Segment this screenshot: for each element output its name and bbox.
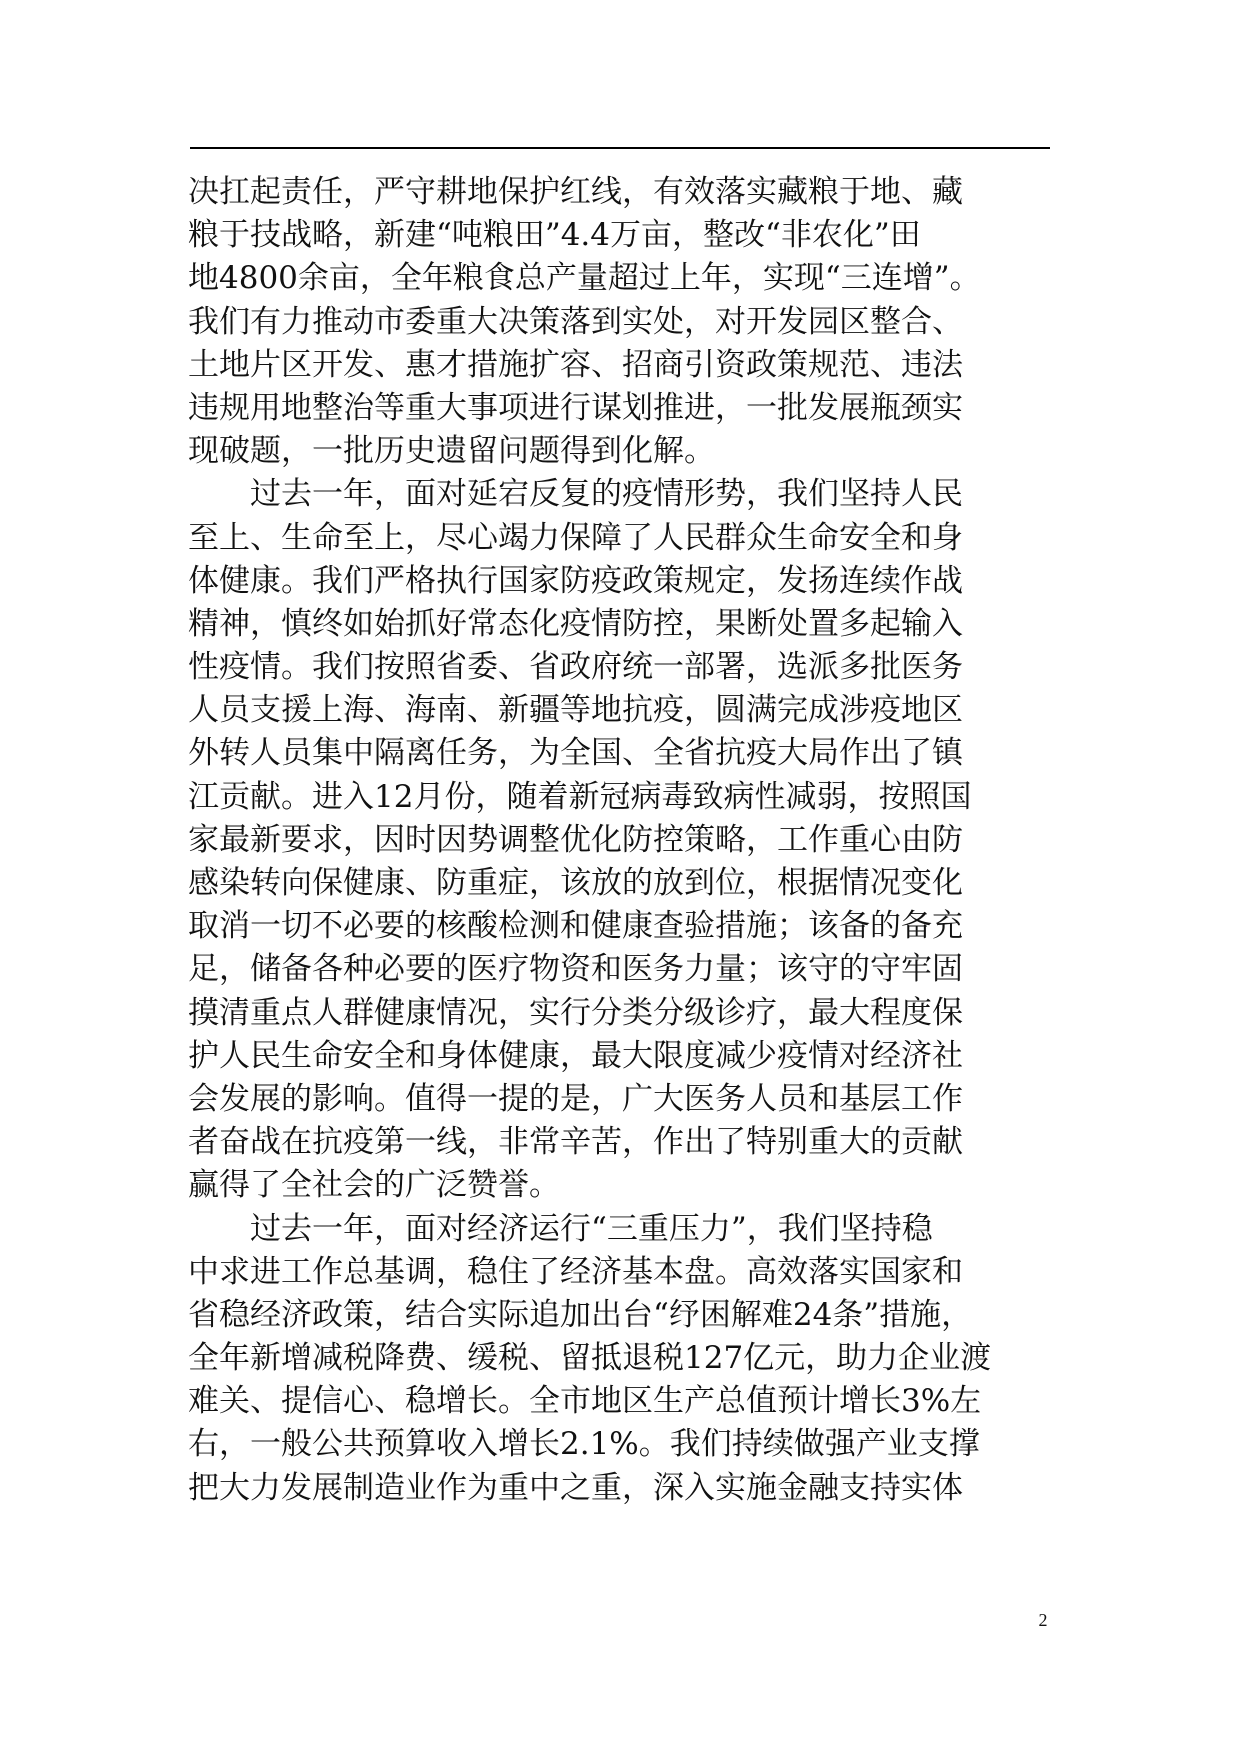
- paragraph-start-line: 过去一年，面对经济运行“三重压力”，我们坚持稳: [188, 1210, 933, 1247]
- text-line: 中求进工作总基调，稳住了经济基本盘。高效落实国家和: [188, 1253, 963, 1290]
- text-line: 违规用地整治等重大事项进行谋划推进，一批发展瓶颈实: [188, 389, 963, 426]
- text-line: 赢得了全社会的广泛赞誉。: [188, 1167, 560, 1204]
- text-line: 决扛起责任，严守耕地保护红线，有效落实藏粮于地、藏: [188, 174, 963, 210]
- text-line: 土地片区开发、惠才措施扩容、招商引资政策规范、违法: [188, 346, 963, 383]
- text-line: 足，储备各种必要的医疗物资和医务力量；该守的守牢固: [188, 951, 963, 988]
- text-line: 家最新要求，因时因势调整优化防控策略，工作重心由防: [188, 821, 963, 858]
- paragraph-start-line: 过去一年，面对延宕反复的疫情形势，我们坚持人民: [188, 476, 963, 513]
- text-line: 者奋战在抗疫第一线，非常辛苦，作出了特别重大的贡献: [188, 1124, 963, 1161]
- text-line: 取消一切不必要的核酸检测和健康查验措施；该备的备充: [188, 908, 963, 945]
- text-line: 精神，慎终如始抓好常态化疫情防控，果断处置多起输入: [188, 605, 963, 642]
- text-line: 地4800余亩，全年粮食总产量超过上年，实现“三连增”。: [188, 260, 981, 297]
- text-line: 性疫情。我们按照省委、省政府统一部署，选派多批医务: [188, 649, 963, 686]
- text-line: 我们有力推动市委重大决策落到实处，对开发园区整合、: [188, 303, 963, 340]
- text-line: 至上、生命至上，尽心竭力保障了人民群众生命安全和身: [188, 519, 963, 556]
- page-number: 2: [1038, 1610, 1048, 1630]
- text-line: 右，一般公共预算收入增长2.1%。我们持续做强产业支撑: [188, 1426, 980, 1463]
- document-body: [188, 171, 1058, 1510]
- text-line: 摸清重点人群健康情况，实行分类分级诊疗，最大程度保: [188, 994, 963, 1031]
- text-line: 人员支援上海、海南、新疆等地抗疫，圆满完成涉疫地区: [188, 692, 963, 729]
- header-rule: [190, 147, 1050, 149]
- text-line: 粮于技战略，新建“吨粮田”4.4万亩，整改“非农化”田: [188, 217, 921, 254]
- text-line: 难关、提信心、稳增长。全市地区生产总值预计增长3%左: [188, 1383, 982, 1420]
- text-line: 现破题，一批历史遗留问题得到化解。: [188, 433, 715, 470]
- text-line: 体健康。我们严格执行国家防疫政策规定，发扬连续作战: [188, 562, 963, 599]
- text-line: 感染转向保健康、防重症，该放的放到位，根据情况变化: [188, 865, 963, 901]
- text-line: 江贡献。进入12月份，随着新冠病毒致病性减弱，按照国: [188, 778, 972, 815]
- text-line: 护人民生命安全和身体健康，最大限度减少疫情对经济社: [188, 1037, 963, 1074]
- text-line: 外转人员集中隔离任务，为全国、全省抗疫大局作出了镇: [188, 735, 963, 772]
- text-line: 会发展的影响。值得一提的是，广大医务人员和基层工作: [188, 1080, 963, 1117]
- text-line: 全年新增减税降费、缓税、留抵退税127亿元，助力企业渡: [188, 1340, 992, 1377]
- text-line: 把大力发展制造业作为重中之重，深入实施金融支持实体: [188, 1469, 963, 1506]
- text-line: 省稳经济政策，结合实际追加出台“纾困解难24条”措施，: [188, 1296, 973, 1333]
